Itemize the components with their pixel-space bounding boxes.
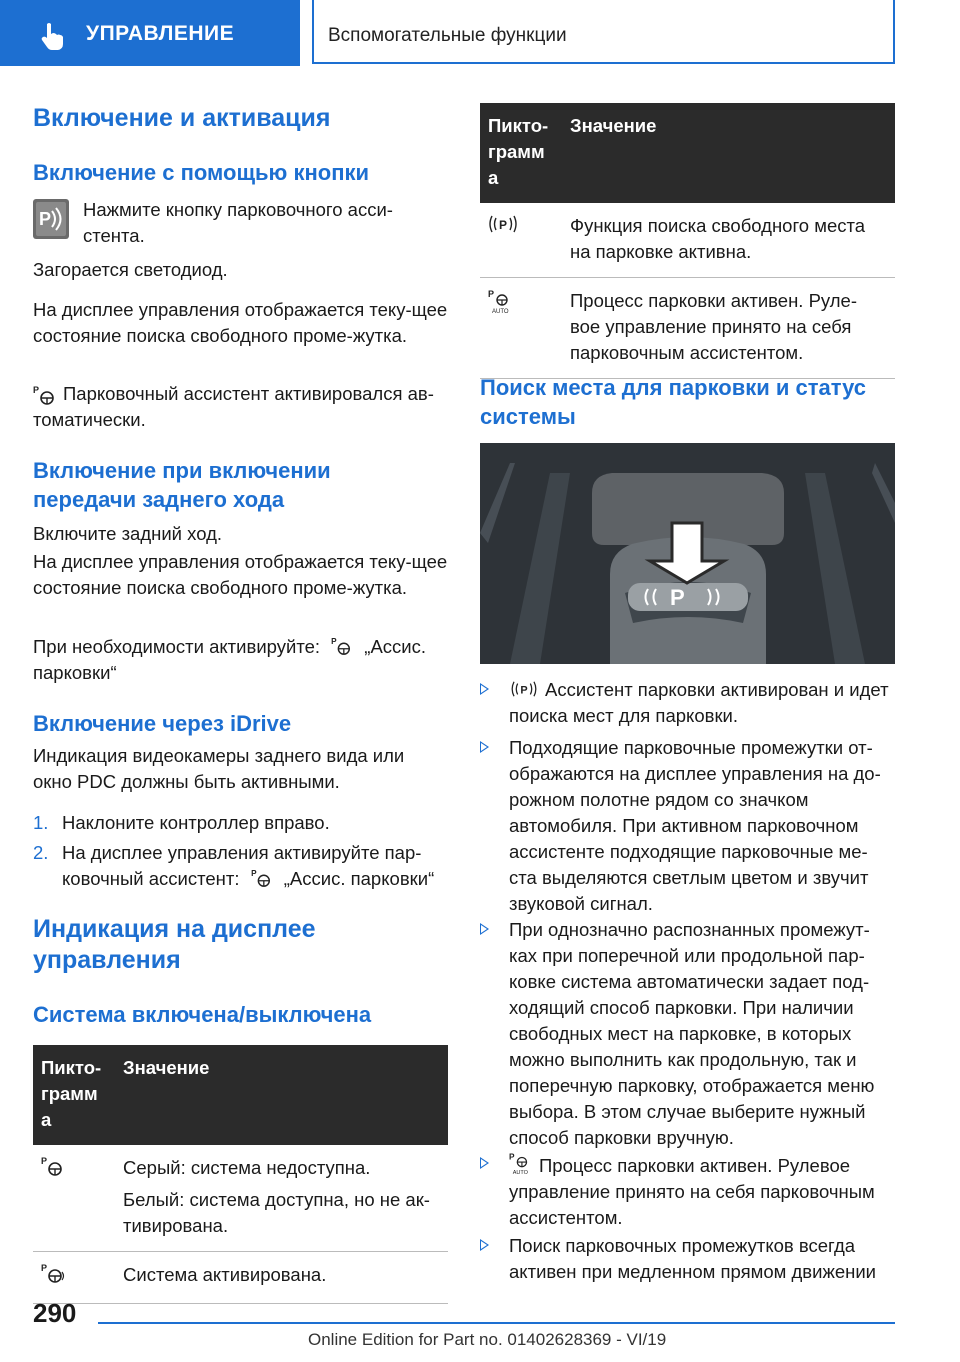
step-text: Наклоните контроллер вправо. bbox=[62, 812, 330, 833]
list-item bbox=[480, 1233, 895, 1285]
menu-item-parking-assistant: „Ассис. парковки“ bbox=[33, 636, 427, 683]
list-item bbox=[480, 735, 895, 917]
auto-activation-text: Парковочный ассистент активировался ав-томатически. bbox=[33, 383, 434, 430]
reverse-step-2: На дисплее управления отображается теку-щее состояние поиска свободного проме-жутка. bbox=[33, 551, 448, 598]
column-meaning: Значение bbox=[562, 103, 895, 203]
list-item-text: Ассистент парковки активирован и идет поиска мест для парковки. bbox=[509, 679, 889, 726]
bullet-triangle-icon bbox=[480, 683, 489, 695]
heading-display: Индикация на дисплее управления bbox=[33, 915, 316, 974]
bullet-triangle-icon bbox=[480, 923, 489, 935]
list-item bbox=[480, 677, 895, 729]
status-active: Система активирована. bbox=[115, 1252, 448, 1304]
parking-search-icon bbox=[509, 679, 539, 699]
status-white: Белый: система доступна, но не ак-тивирована. bbox=[123, 1189, 430, 1236]
search-active-text: Функция поиска свободного места на парковке активна. bbox=[562, 203, 895, 278]
page-number: 290 bbox=[33, 1298, 77, 1328]
column-pictogram: Пикто-грамм а bbox=[33, 1045, 115, 1145]
parking-assistant-active-icon bbox=[41, 1262, 67, 1284]
bullet-triangle-icon bbox=[480, 1239, 489, 1251]
table-row bbox=[480, 278, 895, 379]
list-item bbox=[480, 917, 895, 1151]
parking-assistant-icon bbox=[329, 636, 355, 656]
section-title: УПРАВЛЕНИЕ bbox=[86, 22, 235, 45]
table-row bbox=[33, 1252, 448, 1304]
bullet-triangle-icon bbox=[480, 741, 489, 753]
parking-display-image bbox=[480, 443, 895, 664]
table-row bbox=[480, 203, 895, 278]
heading-idrive: Включение через iDrive bbox=[33, 711, 292, 736]
section-tab bbox=[0, 0, 300, 66]
heading-enable: Включение и активация bbox=[33, 104, 331, 132]
svg-text:P: P bbox=[670, 585, 685, 610]
list-item-text: Подходящие парковочные промежутки от-ображаются на дисплее управления на до-рожном полотне рядом со значком автомобиля. При активном парковочном ассистенте подходящие парковочные ме-ста выделяются светлым цветом и звучит звуковой сигнал. bbox=[509, 737, 881, 914]
step-number: 2. bbox=[33, 842, 49, 863]
heading-button: Включение с помощью кнопки bbox=[33, 160, 370, 185]
list-item-text: Поиск парковочных промежутков всегда активен при медленном прямом движении bbox=[509, 1235, 876, 1282]
column-meaning: Значение bbox=[115, 1045, 448, 1145]
chapter-header bbox=[312, 0, 895, 64]
chapter-title: Вспомогательные функции bbox=[328, 25, 567, 46]
parking-display-illustration bbox=[480, 443, 895, 664]
svg-text:P: P bbox=[250, 869, 257, 879]
parking-auto-icon bbox=[488, 288, 514, 314]
footer-edition: Online Edition for Part no. 01402628369 - VI/19 bbox=[308, 1330, 667, 1349]
svg-text:P: P bbox=[509, 1151, 515, 1162]
parking-auto-icon bbox=[509, 1151, 533, 1175]
svg-text:P: P bbox=[39, 209, 52, 229]
parking-button-icon bbox=[33, 199, 69, 235]
parking-assistant-icon bbox=[41, 1155, 65, 1177]
heading-on-off: Система включена/выключена bbox=[33, 1002, 372, 1027]
parking-search-icon bbox=[488, 213, 518, 235]
display-status-text: На дисплее управления отображается теку-щее состояние поиска свободного проме-жутка. bbox=[33, 299, 448, 346]
step-1 bbox=[33, 810, 448, 836]
status-gray: Серый: система недоступна. bbox=[123, 1157, 371, 1178]
footer-divider bbox=[98, 1322, 895, 1324]
button-instruction: Нажмите кнопку парковочного асси-стента. bbox=[83, 199, 393, 246]
step-2 bbox=[33, 840, 451, 892]
list-item-text: Процесс парковки активен. Рулевое управление принято на себя парковочным ассистентом. bbox=[509, 1155, 875, 1228]
svg-text:P: P bbox=[499, 218, 508, 232]
auto-steering-text: Процесс парковки активен. Руле-вое управление принято на себя парковочным ассистентом. bbox=[562, 278, 895, 379]
idrive-text: Индикация видеокамеры заднего вида или окно PDC должны быть активными. bbox=[33, 745, 405, 792]
heading-reverse: Включение при включении передачи заднего хода bbox=[33, 458, 331, 512]
reverse-step-3 bbox=[33, 634, 448, 686]
reverse-step-1: Включите задний ход. bbox=[33, 523, 223, 544]
parking-status-table bbox=[480, 103, 895, 379]
menu-item-parking-assistant: „Ассис. парковки“ bbox=[283, 868, 435, 889]
table-row bbox=[33, 1145, 448, 1252]
bullet-triangle-icon bbox=[480, 1157, 489, 1169]
column-pictogram: Пикто-грамм а bbox=[480, 103, 562, 203]
reverse-step-3-text: При необходимости активируйте: bbox=[33, 636, 321, 657]
svg-text:AUTO: AUTO bbox=[492, 309, 509, 314]
svg-text:P: P bbox=[488, 289, 495, 299]
step-text: На дисплее управления активируйте пар-ковочный ассистент: bbox=[62, 842, 422, 889]
status-table bbox=[33, 1045, 448, 1304]
svg-text:P: P bbox=[520, 684, 528, 697]
svg-text:AUTO: AUTO bbox=[512, 1170, 528, 1175]
step-number: 1. bbox=[33, 812, 49, 833]
svg-text:P: P bbox=[41, 1156, 48, 1166]
list-item-text: При однозначно распознанных промежут-ках при поперечной или продольной пар-ковке система автоматически задает под-ходящий способ парковки. При наличии свободных мест на парковке, в которых можно выполнить как продольную, так и поперечную парковку, отображается меню выбора. В этом случае выберите нужный способ парковки вручную. bbox=[509, 919, 875, 1148]
svg-text:P: P bbox=[33, 385, 40, 395]
svg-text:P: P bbox=[331, 637, 337, 647]
parking-assistant-icon bbox=[33, 384, 57, 406]
auto-activation bbox=[33, 381, 448, 433]
svg-text:P: P bbox=[41, 1263, 48, 1273]
parking-assistant-icon bbox=[249, 868, 275, 888]
heading-search-status: Поиск места для парковки и статус системы bbox=[480, 375, 867, 429]
hand-pointer-icon bbox=[40, 22, 66, 50]
led-text: Загорается светодиод. bbox=[33, 259, 228, 280]
list-item bbox=[480, 1151, 895, 1231]
